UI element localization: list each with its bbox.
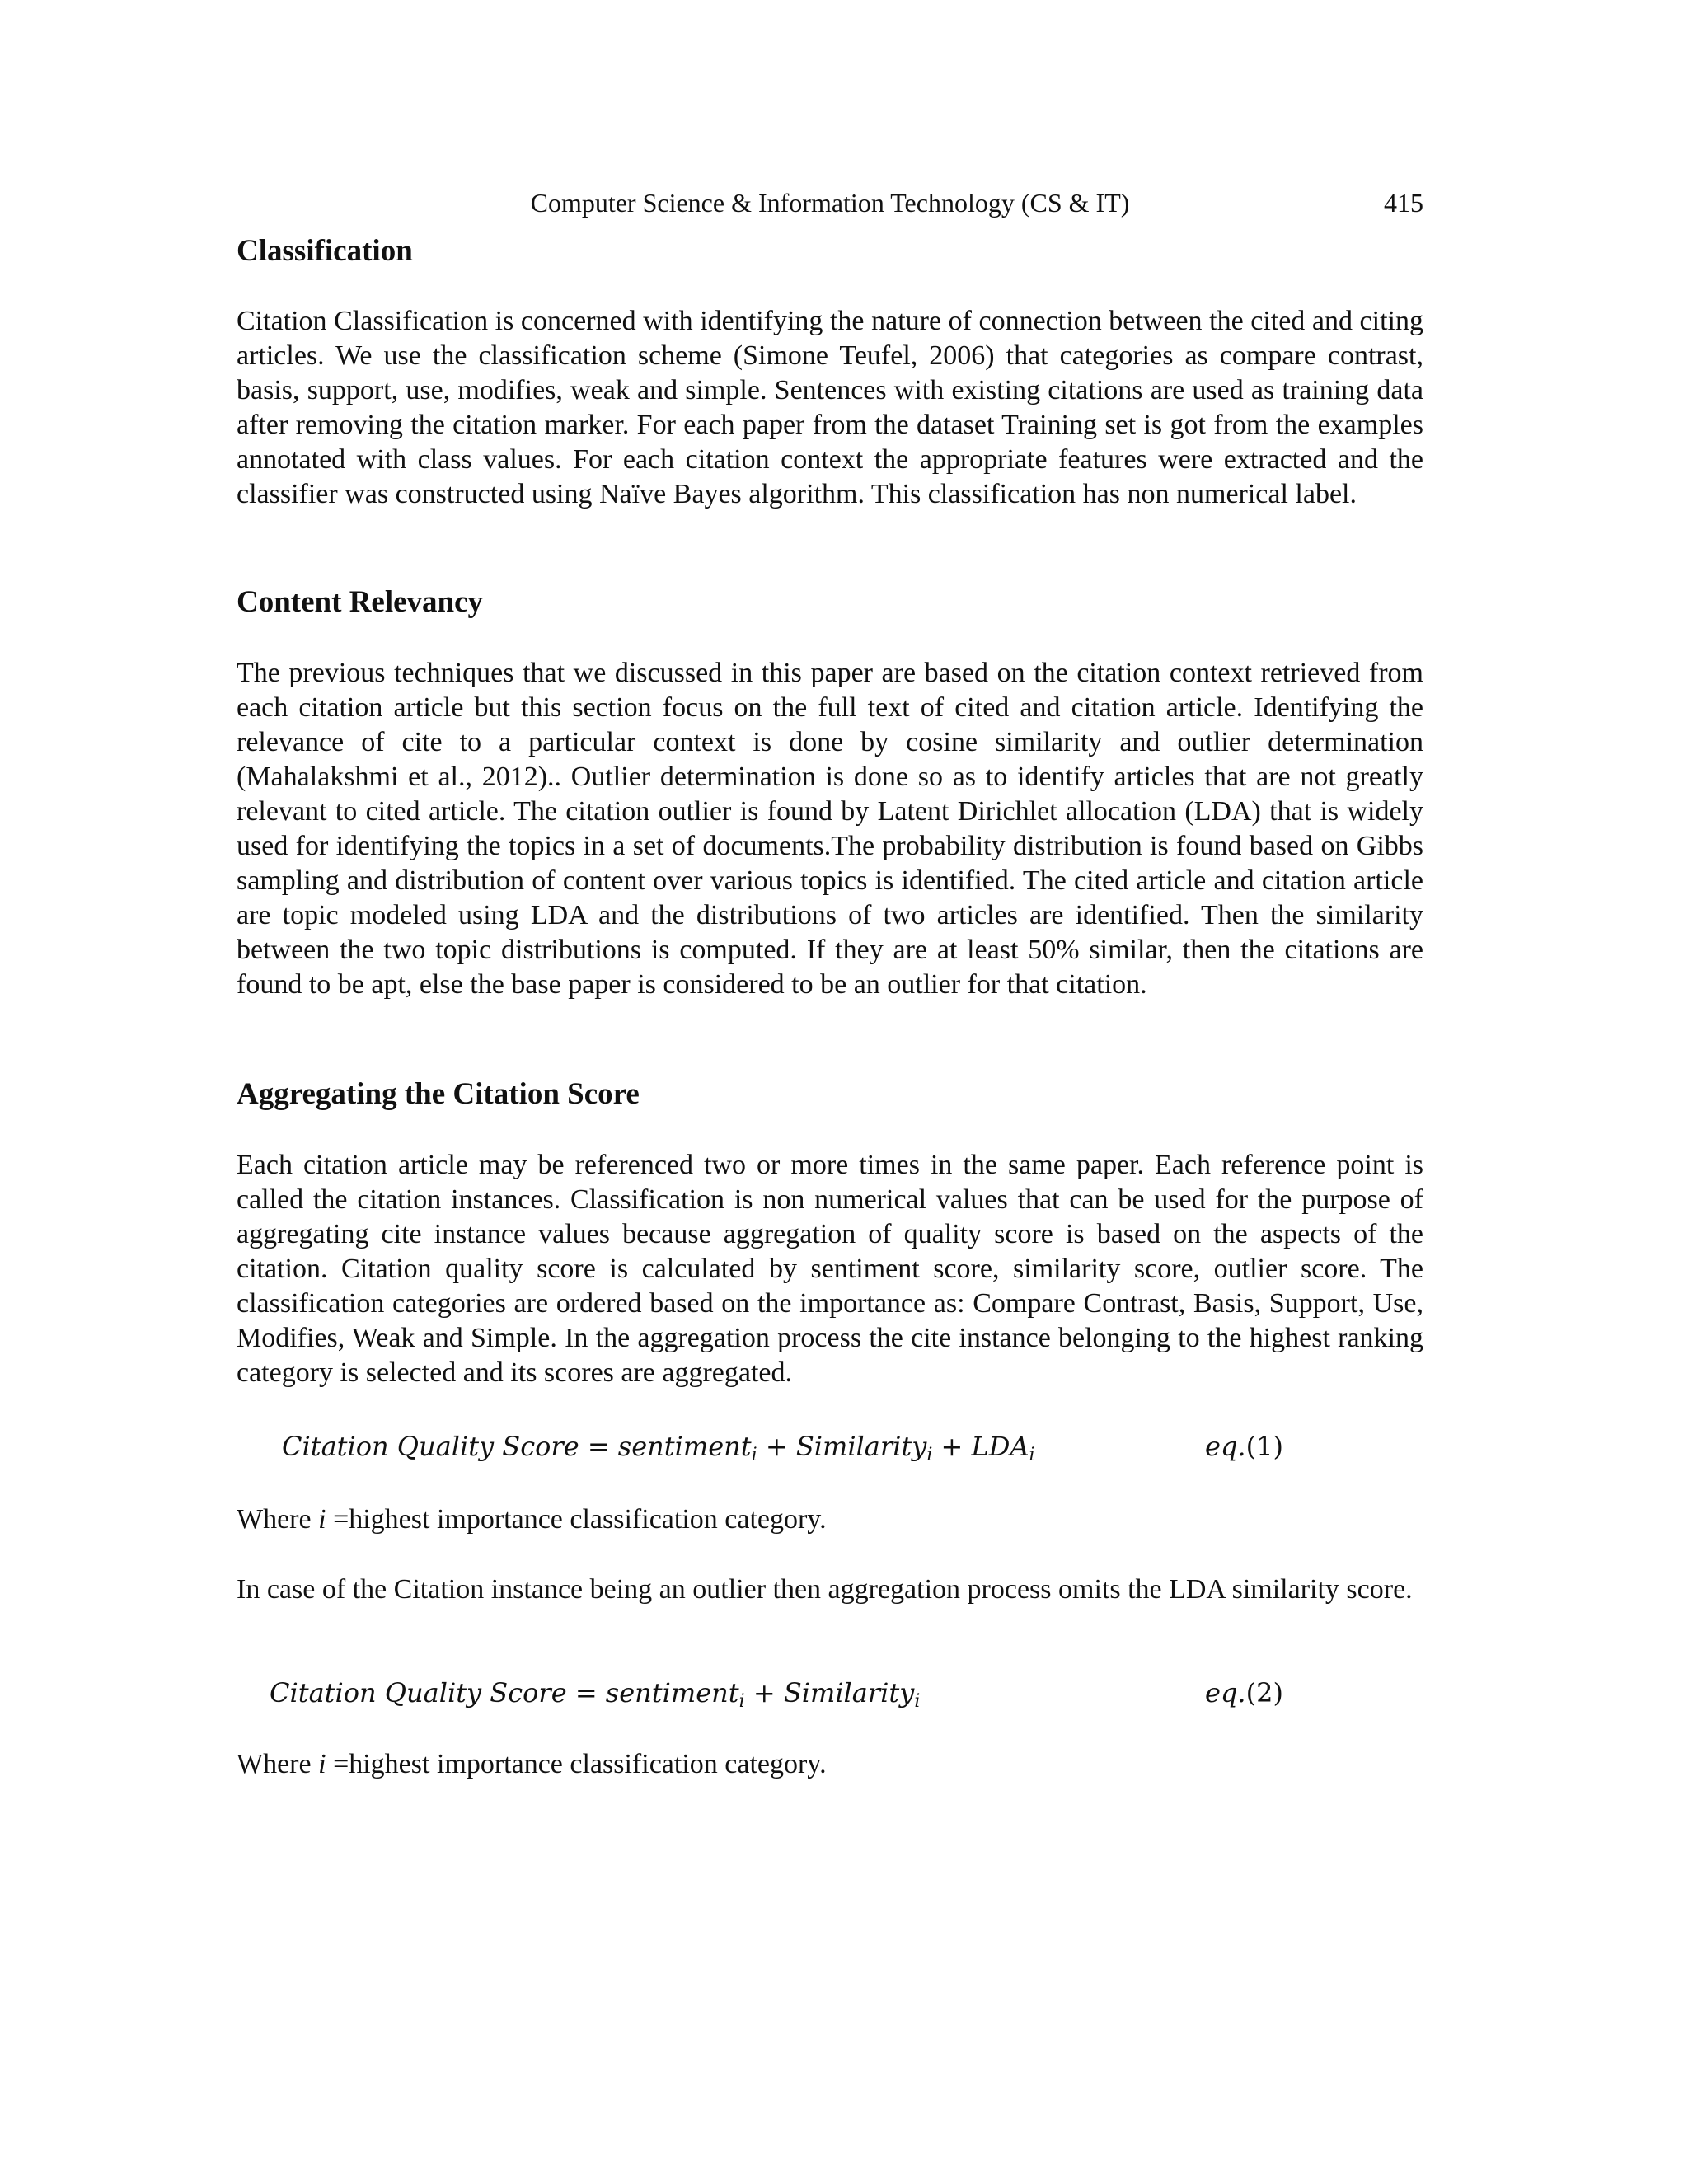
eq1-plus: + xyxy=(940,1431,964,1462)
paragraph-content-relevancy: The previous techniques that we discussed in this paper are based on the citation context retrieved from each citation article but this section focus on the full text of cited and citation article. Identifying the relevance of cite to a particular context is done by cosine similarity and outlier determination (Mahalakshmi et al., 2012).. Outlier determination is done so as to identify articles that are not greatly relevant to cited article. The citation outlier is found by Latent Dirichlet allocation (LDA) that is widely used for identifying the topics in a set of documents.The probability distribution is found based on Gibbs sampling and distribution of content over various topics is identified. The cited article and citation article are topic modeled using LDA and the distributions of two articles are identified. Then the similarity between the two topic distributions is computed. If they are at least 50% similar, then the citations are found to be apt, else the base paper is considered to be an outlier for that citation. xyxy=(237,658,1423,1000)
running-header xyxy=(237,185,1423,221)
section-heading-content-relevancy: Content Relevancy xyxy=(237,585,484,619)
paragraph-classification: Citation Classification is concerned with identifying the nature of connection between the cited and citing articles. We use the classification scheme (Simone Teufel, 2006) that categories as compare contrast, basis, support, use, modifies, weak and simple. Sentences with existing citations are used as training data after removing the citation marker. For each paper from the dataset Training set is got from the examples annotated with class values. For each citation context the appropriate features were extracted and the classifier was constructed using Naïve Bayes algorithm. This classification has non numerical label. xyxy=(237,306,1423,509)
equation-1-label: eq.(1) xyxy=(1205,1431,1283,1462)
eq2-plus: + xyxy=(753,1677,776,1708)
eq1-term-similarity: Similarity$_i$ xyxy=(795,1431,933,1465)
eq1-term-sentiment: sentiment$_i$ xyxy=(617,1431,757,1465)
eq1-term-lda: $LDA_i$ xyxy=(971,1431,1035,1465)
journal-title: Computer Science & Information Technology (CS & IT) xyxy=(530,188,1130,218)
eq1-lhs: Citation Quality Score = xyxy=(282,1431,610,1462)
eq2-term-similarity: Similarity$_i$ xyxy=(783,1677,921,1712)
paragraph-aggregating: Each citation article may be referenced two or more times in the same paper. Each reference point is called the citation instances. Classification is non numerical values that can be used for the purpose of aggregating cite instance values because aggregation of quality score is based on the aspects of the citation. Citation quality score is calculated by sentiment score, similarity score, outlier score. The classification categories are ordered based on the importance as: Compare Contrast, Basis, Support, Use, Modifies, Weak and Simple. In the aggregation process the cite instance belonging to the highest ranking category is selected and its scores are aggregated. xyxy=(237,1150,1423,1388)
where-note-2: Where i =highest importance classification category. xyxy=(237,1749,827,1779)
page-number: 415 xyxy=(1384,188,1423,218)
paper-page xyxy=(237,0,1423,2184)
paragraph-outlier: In case of the Citation instance being an outlier then aggregation process omits the LDA similarity score. xyxy=(237,1574,1413,1605)
eq2-lhs: Citation Quality Score = xyxy=(270,1677,598,1708)
equation-2 xyxy=(270,1673,920,1713)
where-note-1: Where i =highest importance classification category. xyxy=(237,1504,827,1535)
equation-2-label: eq.(2) xyxy=(1205,1677,1283,1708)
equation-1 xyxy=(282,1427,1035,1466)
section-heading-aggregating: Aggregating the Citation Score xyxy=(237,1077,640,1111)
eq1-plus: + xyxy=(765,1431,788,1462)
section-heading-classification: Classification xyxy=(237,234,413,268)
eq2-term-sentiment: sentiment$_i$ xyxy=(605,1677,745,1712)
